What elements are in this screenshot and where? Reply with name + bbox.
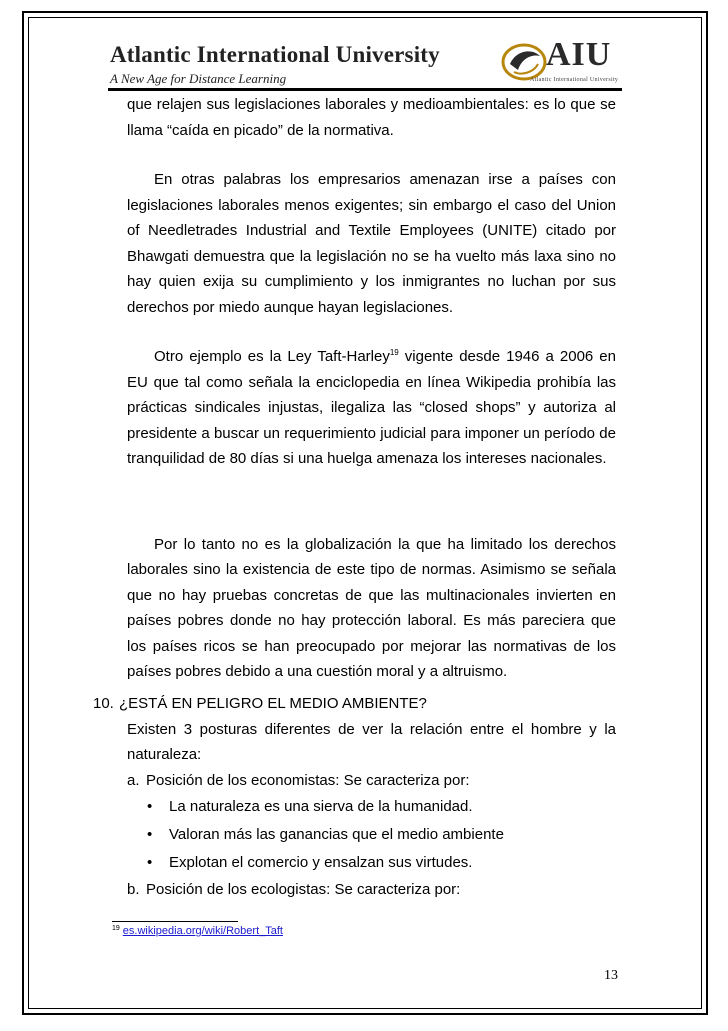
list-item-b [127, 877, 616, 903]
bullet-item [127, 793, 616, 821]
bullet-icon: • [147, 826, 153, 843]
page-number: 13 [604, 968, 618, 983]
footnote-ref: 19 [389, 348, 399, 357]
bullet-icon: • [147, 854, 153, 871]
paragraph-3-end: vigente desde 1946 a 2006 en EU que tal como señala la enciclopedia en línea Wikipedia prohibía las prácticas sindicales injustas, ilegaliza las “closed shops” y autoriza al presidente a buscar un requerimiento judicial para imponer un período de tranquilidad de 80 días si una huelga amenaza los intereses nacionales. [127, 348, 616, 467]
aiu-logo [500, 38, 622, 86]
list-letter-a: a. [127, 771, 140, 789]
footnote-number: 19 [112, 925, 120, 932]
paragraph-3 [127, 344, 616, 472]
university-tagline: A New Age for Distance Learning [110, 71, 287, 86]
logo-subtext: Atlantic International University [530, 77, 619, 83]
paragraph-1: que relajen sus legislaciones laborales y medioambientales: es lo que se llama “caída en picado” de la normativa. [127, 96, 616, 139]
footnote [112, 925, 283, 937]
list-item-a [127, 768, 616, 794]
bullet-item [127, 849, 616, 877]
bullet-text: Valoran más las ganancias que el medio ambiente [169, 826, 504, 843]
letterhead [108, 38, 622, 88]
footnote-link[interactable]: es.wikipedia.org/wiki/Robert_Taft [122, 925, 283, 937]
section-title: ¿ESTÁ EN PELIGRO EL MEDIO AMBIENTE? [119, 695, 427, 712]
paragraph-3-start: Otro ejemplo es la Ley Taft-Harley [154, 348, 390, 365]
header-rule [108, 88, 622, 91]
paragraph-2: En otras palabras los empresarios amenazan irse a países con legislaciones laborales menos exigentes; sin embargo el caso del Union of Needletrades Industrial and Textile Employees (UNITE) citado por Bhawgati demuestra que la legislación no se ha vuelto más laxa sino no hay quien exija su cumplimiento y los inmigrantes no luchan por sus derechos por miedo aunque hayan legislaciones. [127, 171, 616, 316]
body-text [127, 92, 616, 685]
bullet-text: La naturaleza es una sierva de la humanidad. [169, 798, 473, 815]
university-name: Atlantic International University [110, 42, 440, 67]
bullet-item [127, 821, 616, 849]
list-item-a-text: Posición de los economistas: Se caracteriza por: [146, 771, 470, 789]
paragraph-4: Por lo tanto no es la globalización la que ha limitado los derechos laborales sino la existencia de este tipo de normas. Asimismo se señala que no hay pruebas concretas de que las multinacionales invierten en países pobres donde no hay protección laboral. Es más pareciera que los países ricos se han preocupado por mejorar las normativas de los países pobres debido a una cuestión moral y a altruismo. [127, 535, 616, 680]
section-number: 10. [93, 695, 114, 712]
section-10 [93, 691, 616, 903]
list-letter-b: b. [127, 881, 140, 898]
section-intro: Existen 3 posturas diferentes de ver la relación entre el hombre y la naturaleza: [127, 720, 616, 763]
footnote-rule [112, 921, 238, 922]
bullet-text: Explotan el comercio y ensalzan sus virtudes. [169, 854, 473, 871]
logo-text: AIU [546, 36, 612, 73]
bullet-icon: • [147, 798, 153, 815]
list-item-b-text: Posición de los ecologistas: Se caracteriza por: [146, 881, 461, 898]
